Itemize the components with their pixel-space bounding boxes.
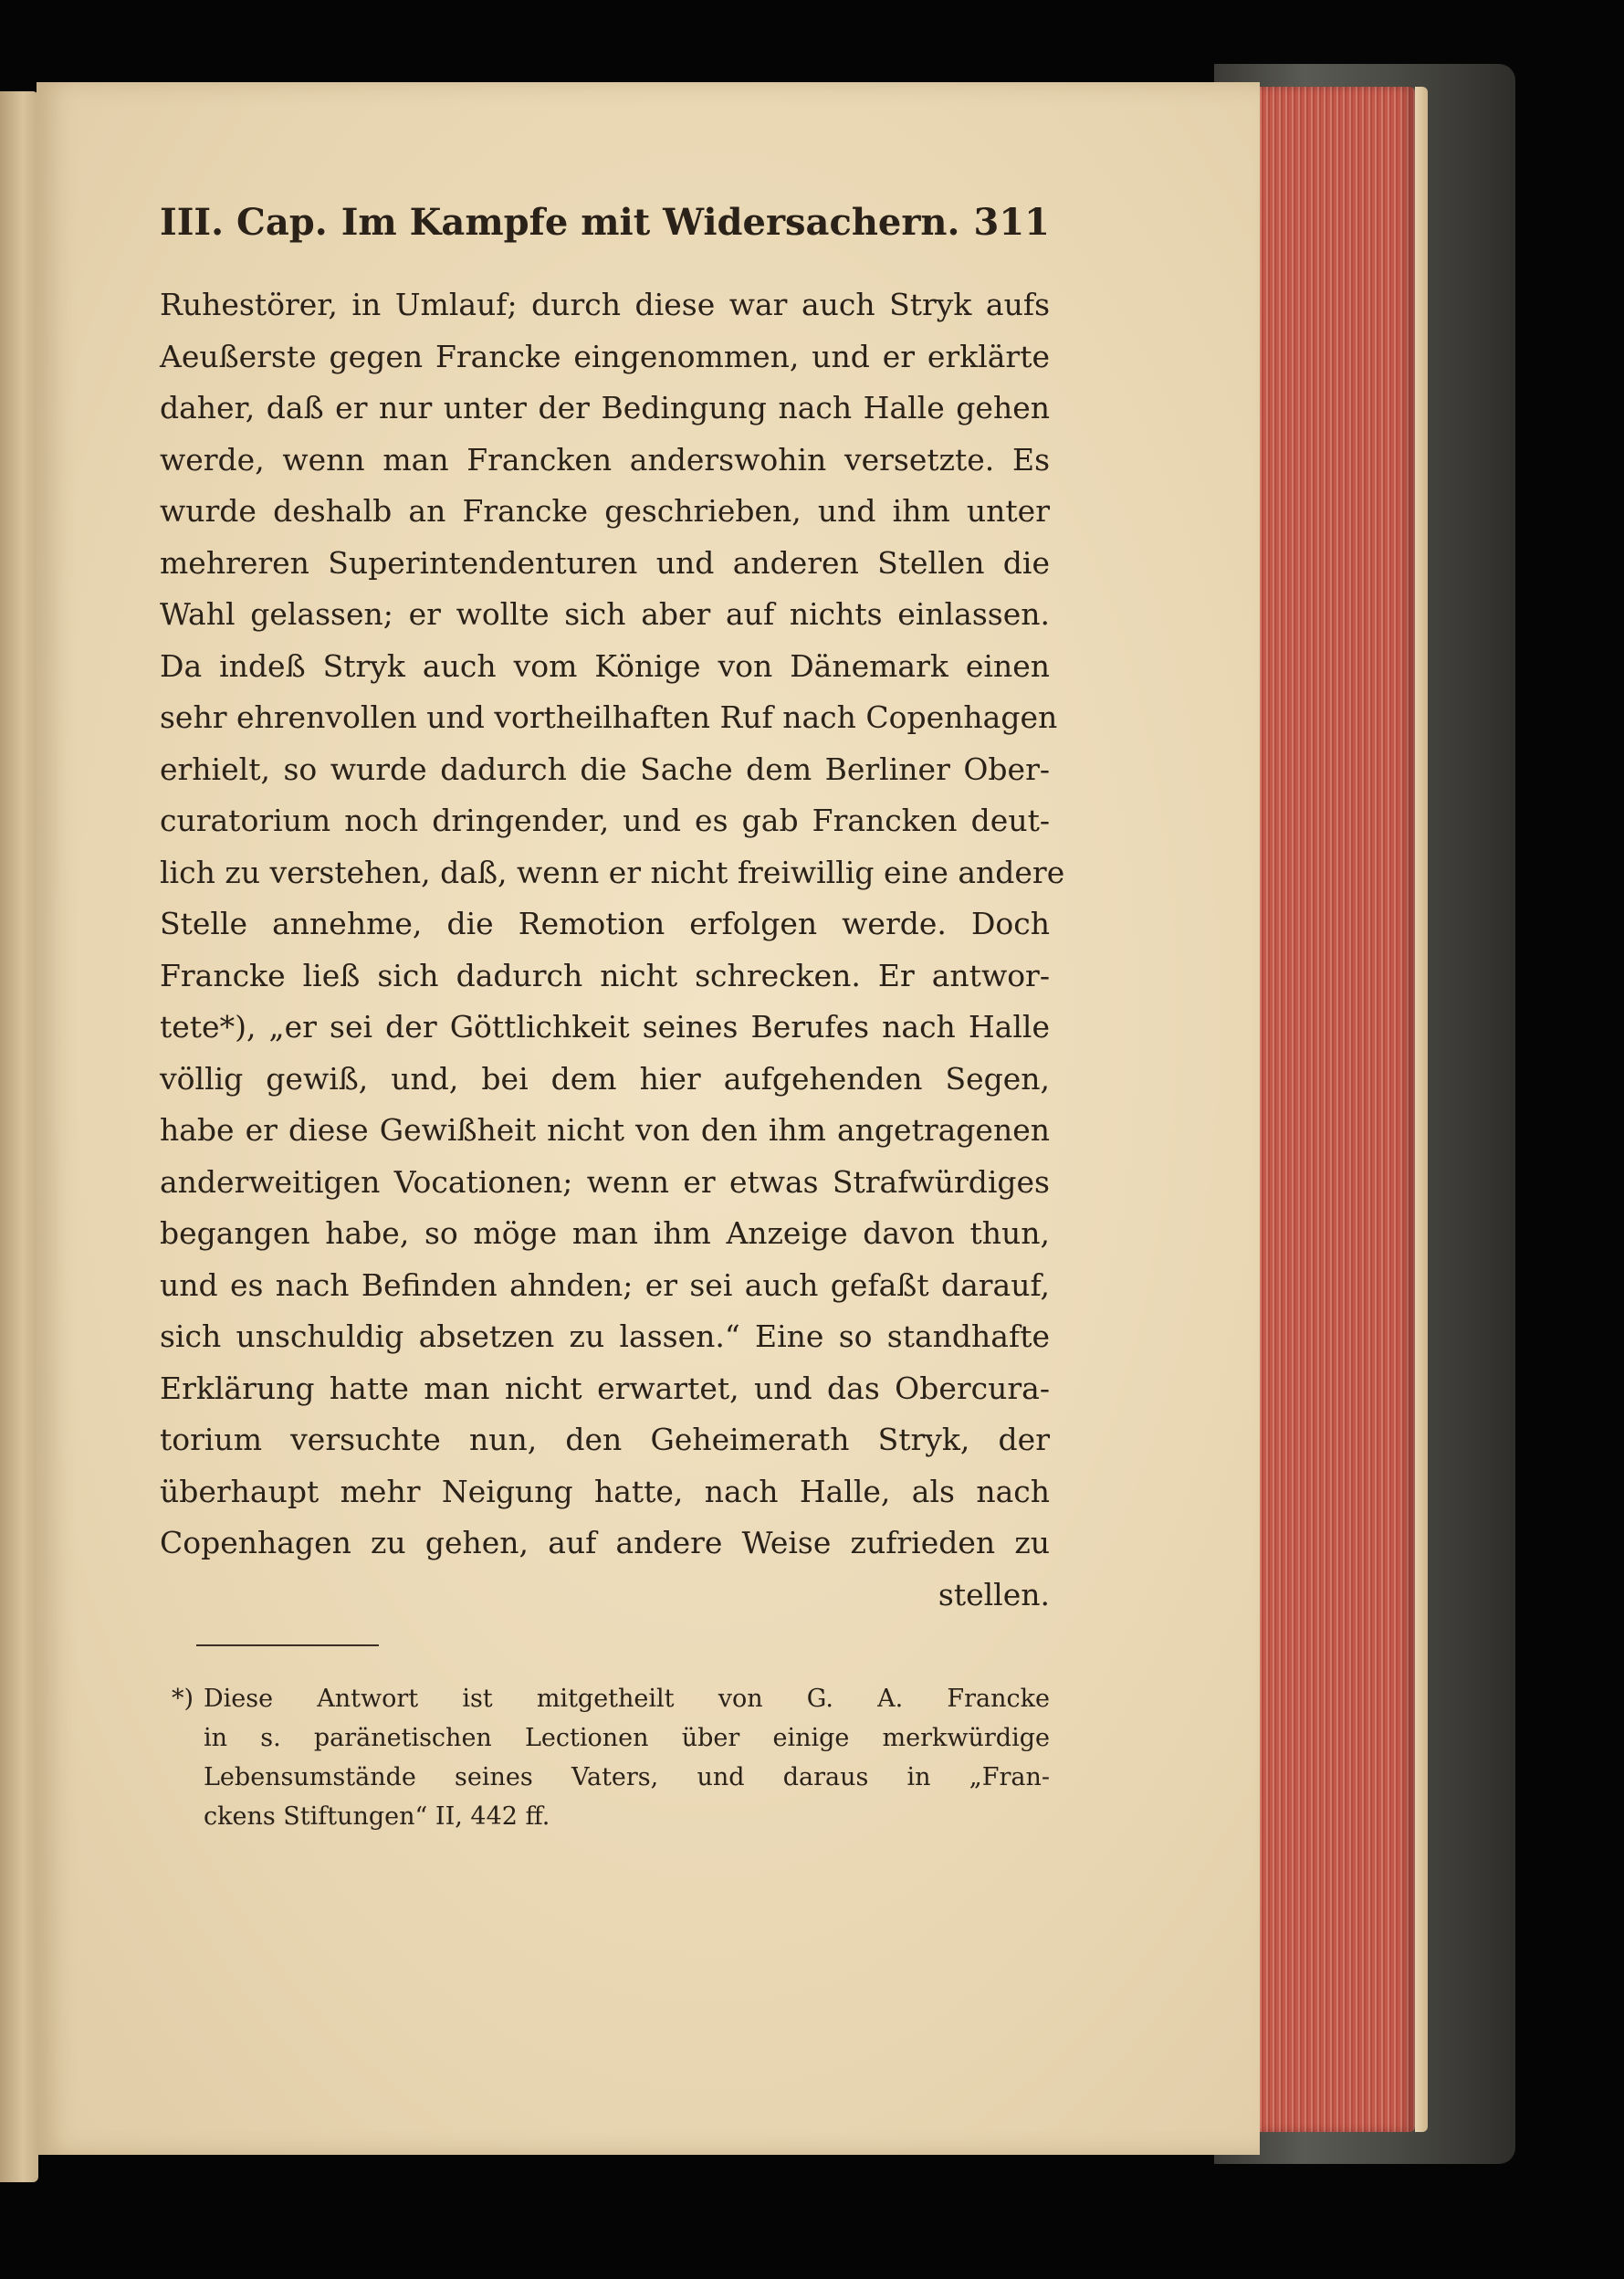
text-line: mehreren Superintendenturen und anderen Stellen die bbox=[160, 544, 1050, 581]
page-content bbox=[160, 201, 1065, 1836]
footnote-line-last: ckens Stiftungen“ II, 442 ff. bbox=[204, 1802, 550, 1831]
footnote-line: in s. paränetischen Lectionen über einige merkwürdige bbox=[204, 1724, 1050, 1752]
text-line: Da indeß Stryk auch vom Könige von Dänemark einen bbox=[160, 647, 1050, 684]
text-line: begangen habe, so möge man ihm Anzeige davon thun, bbox=[160, 1215, 1050, 1251]
text-line: werde, wenn man Francken anderswohin versetzte. Es bbox=[160, 441, 1050, 478]
text-line: Copenhagen zu gehen, auf andere Weise zufrieden zu bbox=[160, 1525, 1050, 1560]
text-line: Ruhestörer, in Umlauf; durch diese war auch Stryk aufs bbox=[160, 287, 1050, 322]
text-line: erhielt, so wurde dadurch die Sache dem Berliner Ober- bbox=[160, 751, 1050, 787]
red-page-edges bbox=[1251, 87, 1415, 2132]
text-line: sich unschuldig absetzen zu lassen.“ Eine so standhafte bbox=[160, 1318, 1050, 1354]
book-page bbox=[37, 82, 1260, 2155]
text-line: Francke ließ sich dadurch nicht schrecken. Er antwor- bbox=[160, 957, 1050, 993]
text-line: überhaupt mehr Neigung hatte, nach Halle, als nach bbox=[160, 1473, 1050, 1509]
footnote-marker: *) bbox=[172, 1685, 194, 1713]
text-line: Stelle annehme, die Remotion erfolgen werde. Doch bbox=[160, 906, 1050, 941]
text-line: und es nach Befinden ahnden; er sei auch gefaßt darauf, bbox=[160, 1266, 1050, 1303]
text-line: daher, daß er nur unter der Bedingung nach Halle gehen bbox=[160, 390, 1050, 425]
text-line: wurde deshalb an Francke geschrieben, und ihm unter bbox=[160, 493, 1050, 529]
text-line: Wahl gelassen; er wollte sich aber auf nichts einlassen. bbox=[160, 596, 1050, 632]
running-head bbox=[160, 201, 1050, 265]
chapter-label: III. Cap. bbox=[160, 201, 328, 244]
footnote bbox=[172, 1679, 1050, 1836]
text-line-last: stellen. bbox=[938, 1576, 1050, 1612]
text-line: lich zu verstehen, daß, wenn er nicht freiwillig eine andere bbox=[160, 854, 1065, 890]
text-line: habe er diese Gewißheit nicht von den ihm angetragenen bbox=[160, 1112, 1050, 1148]
facing-page-edge bbox=[0, 91, 38, 2182]
footnote-line-text: Diese Antwort ist mitgetheilt von G. A. Francke bbox=[204, 1685, 1050, 1713]
text-line: Aeußerste gegen Francke eingenommen, und er erklärte bbox=[160, 338, 1050, 374]
text-line: curatorium noch dringender, und es gab Francken deut- bbox=[160, 803, 1050, 838]
footnote-rule bbox=[196, 1644, 379, 1646]
footnote-line: Lebensumstände seines Vaters, und daraus in „Fran- bbox=[204, 1763, 1050, 1791]
text-line: torium versuchte nun, den Geheimerath Stryk, der bbox=[160, 1422, 1050, 1457]
text-line: tete*), „er sei der Göttlichkeit seines Berufes nach Halle bbox=[160, 1009, 1050, 1045]
text-line: völlig gewiß, und, bei dem hier aufgehenden Segen, bbox=[160, 1060, 1050, 1097]
page-number: 311 bbox=[973, 201, 1050, 244]
body-text bbox=[160, 279, 1065, 1621]
text-line: anderweitigen Vocationen; wenn er etwas Strafwürdiges bbox=[160, 1163, 1050, 1200]
text-line: sehr ehrenvollen und vortheilhaften Ruf nach Copenhagen bbox=[160, 699, 1058, 735]
chapter-title: Im Kampfe mit Widersachern. bbox=[341, 201, 960, 244]
text-line: Erklärung hatte man nicht erwartet, und das Obercura- bbox=[160, 1370, 1050, 1406]
footnote-line bbox=[172, 1679, 1050, 1718]
